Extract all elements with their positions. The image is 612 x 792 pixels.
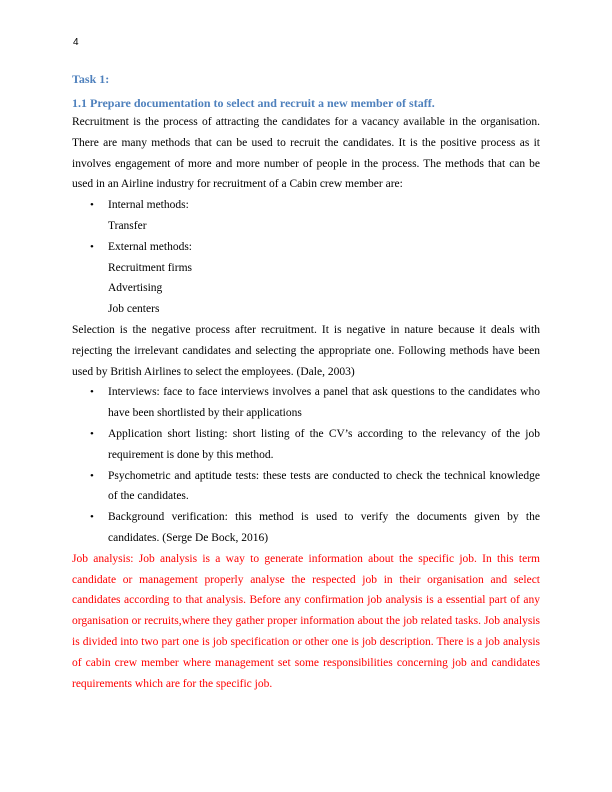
list-item-label: Internal methods: xyxy=(108,199,189,212)
sub-item: Transfer xyxy=(108,219,147,232)
sub-item: Recruitment firms xyxy=(108,261,192,274)
list-item xyxy=(72,424,540,466)
list-item xyxy=(72,195,540,216)
list-item-label: External methods: xyxy=(108,240,192,253)
bullet-icon: • xyxy=(90,511,94,524)
selection-methods-list xyxy=(72,382,540,548)
list-item-text: Application short listing: short listing of the CV’s according to the relevancy of the job requirement is done by this method. xyxy=(108,427,540,461)
document-body xyxy=(72,72,540,694)
task-heading: Task 1: xyxy=(72,72,110,86)
section-heading: 1.1 Prepare documentation to select and recruit a new member of staff. xyxy=(72,96,435,110)
bullet-icon: • xyxy=(90,469,94,482)
recruitment-methods-list xyxy=(72,195,540,320)
bullet-icon: • xyxy=(90,427,94,440)
selection-paragraph: Selection is the negative process after recruitment. It is negative in nature because it deals with rejecting the irrelevant candidates and selecting the appropriate one. Following methods have been used by British Airlines to select the employees. (Dale, 2003) xyxy=(72,323,540,378)
recruitment-paragraph: Recruitment is the process of attracting the candidates for a vacancy available in the organisation. There are many methods that can be used to recruit the candidates. It is the positive process as it involves engagement of more and more number of people in the process. The methods that can be used in an Airline industry for recruitment of a Cabin crew member are: xyxy=(72,116,540,191)
page-number: 4 xyxy=(73,37,79,48)
list-item-text: Interviews: face to face interviews involves a panel that ask questions to the candidates who have been shortlisted by their applications xyxy=(108,386,540,420)
list-item-text: Psychometric and aptitude tests: these tests are conducted to check the technical knowledge of the candidates. xyxy=(108,469,540,503)
bullet-icon: • xyxy=(90,386,94,399)
list-item xyxy=(72,382,540,424)
job-analysis-paragraph: Job analysis: Job analysis is a way to generate information about the specific job. In this term candidate or management properly analyse the respected job in their organisation and select candidates according to that analysis. Before any confirmation job analysis is a essential part of any organisation or recruits,where they gather proper information about the job related tasks. Job analysis is divided into two part one is job specification or other one is job description. There is a job analysis of cabin crew member where management set some responsibilities concerning job and candidates requirements which are for the specific job. xyxy=(72,552,540,690)
list-item xyxy=(72,507,540,549)
sub-item: Advertising xyxy=(108,282,163,295)
list-item xyxy=(72,466,540,508)
list-item xyxy=(72,237,540,258)
list-item-text: Background verification: this method is used to verify the documents given by the candidates. (Serge De Bock, 2016) xyxy=(108,511,540,544)
bullet-icon: • xyxy=(90,199,94,212)
sub-item: Job centers xyxy=(108,303,160,316)
bullet-icon: • xyxy=(90,240,94,253)
